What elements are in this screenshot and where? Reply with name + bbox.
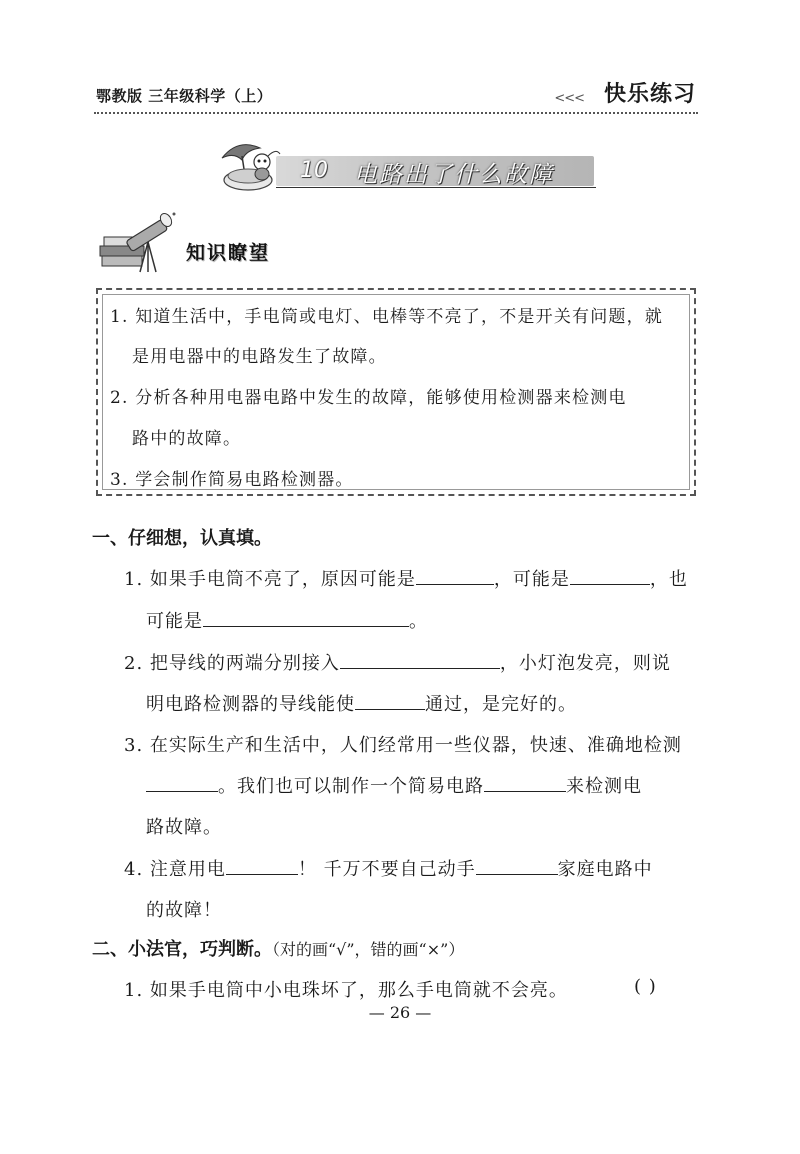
section-2-heading: 二、小法官，巧判断。: [92, 939, 272, 960]
judge-question-1: [124, 976, 568, 1002]
question-3-text: 路故障。: [146, 817, 222, 838]
lesson-banner: [216, 136, 596, 198]
arrows-decoration-icon: <<<: [554, 91, 584, 106]
question-2-text: 通过，是完好的。: [425, 694, 577, 715]
knowledge-item-2: 2. 分析各种用电器电路中发生的故障，能够使用检测器来检测电: [110, 388, 627, 408]
telescope-books-icon: [96, 210, 182, 278]
section-2-title: [92, 935, 464, 961]
question-1-text: ，也: [649, 569, 688, 590]
question-3-line-3: [146, 813, 222, 839]
question-4-text: 的故障！: [146, 900, 222, 921]
answer-blank[interactable]: [226, 856, 298, 875]
question-1-text: 可能是: [146, 611, 203, 632]
lesson-number: 10: [300, 158, 328, 183]
question-3-line-2: [146, 772, 642, 798]
question-1-text: ，可能是: [493, 569, 570, 590]
answer-blank[interactable]: [355, 691, 425, 710]
page-header: [96, 78, 696, 112]
judge-question-1-text: 1. 如果手电筒中小电珠坏了，那么手电筒就不会亮。: [124, 980, 568, 1001]
lesson-title: 电路出了什么故障: [354, 162, 554, 188]
section-2-instructions: （对的画“√”，错的画“×”）: [272, 940, 465, 959]
knowledge-item-3: 3. 学会制作简易电路检测器。: [110, 470, 354, 490]
question-3-text: 3. 在实际生产和生活中，人们经常用一些仪器，快速、准确地检测: [124, 735, 682, 756]
knowledge-item-2-cont: 路中的故障。: [132, 429, 242, 449]
series-title: 快乐练习: [603, 82, 696, 107]
page-number: — 26 —: [368, 1003, 432, 1022]
section-1-title: 一、仔细想，认真填。: [92, 528, 272, 549]
question-3-line-1: [124, 731, 682, 757]
question-2-text: 2. 把导线的两端分别接入: [124, 653, 340, 674]
question-1-line-1: [124, 565, 688, 591]
answer-blank[interactable]: [146, 773, 218, 792]
knowledge-item-1-cont: 是用电器中的电路发生了故障。: [132, 347, 387, 367]
question-4-text: 家庭电路中: [557, 859, 653, 880]
question-2-line-1: [124, 649, 671, 675]
question-2-text: ，小灯泡发亮，则说: [499, 653, 671, 674]
question-1-text: 1. 如果手电筒不亮了，原因可能是: [124, 569, 416, 590]
question-4-line-2: [146, 896, 222, 922]
answer-blank[interactable]: [416, 566, 494, 585]
question-3-text: 来检测电: [566, 776, 642, 797]
question-1-line-2: [146, 607, 428, 633]
question-4-text: 4. 注意用电: [124, 859, 226, 880]
judge-answer-parentheses[interactable]: ( ): [634, 976, 657, 997]
answer-blank[interactable]: [203, 608, 409, 627]
answer-blank[interactable]: [484, 773, 566, 792]
question-3-text: 。我们也可以制作一个简易电路: [218, 776, 484, 797]
knowledge-item-1: 1. 知道生活中，手电筒或电灯、电棒等不亮了，不是开关有问题，就: [110, 307, 664, 327]
question-4-text: ！ 千万不要自己动手: [297, 859, 476, 880]
book-edition-label: 鄂教版 三年级科学（上）: [96, 87, 273, 105]
header-divider: [94, 112, 698, 114]
question-4-line-1: [124, 855, 653, 881]
answer-blank[interactable]: [570, 566, 650, 585]
knowledge-section-title: 知识瞭望: [186, 242, 271, 264]
question-2-line-2: [146, 690, 577, 716]
answer-blank[interactable]: [476, 856, 558, 875]
question-1-text: 。: [409, 611, 428, 632]
question-2-text: 明电路检测器的导线能使: [146, 694, 355, 715]
answer-blank[interactable]: [340, 650, 500, 669]
